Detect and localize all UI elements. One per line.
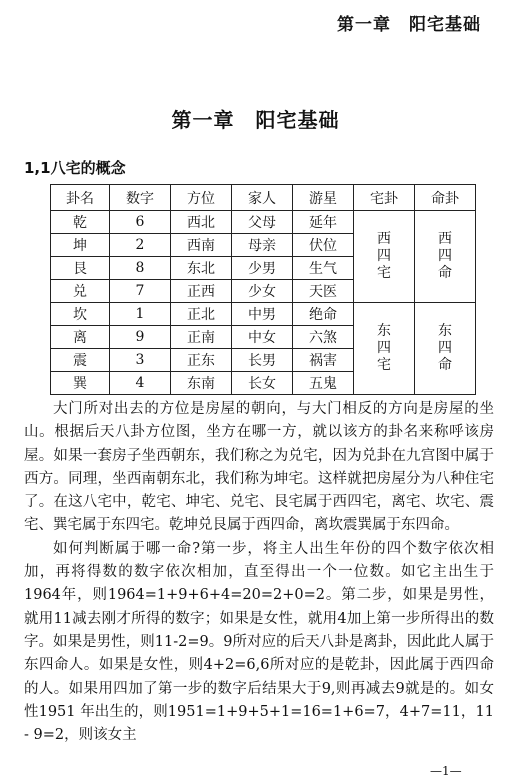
table-cell: 艮: [51, 257, 110, 280]
table-cell: 4: [110, 372, 171, 395]
table-cell-char: 宅: [377, 357, 391, 373]
body-text: [24, 398, 494, 747]
table-cell: 中男: [232, 303, 293, 326]
table-cell: 六煞: [293, 326, 354, 349]
table-cell: 震: [51, 349, 110, 372]
table-cell: 离: [51, 326, 110, 349]
table-cell: 长女: [232, 372, 293, 395]
table-cell-char: 四: [377, 248, 391, 264]
header-cell: 游星: [293, 185, 354, 211]
table-cell: 正北: [171, 303, 232, 326]
table-cell: 少男: [232, 257, 293, 280]
west-ming-cell: [415, 211, 476, 303]
paragraph: 如何判断属于哪一命?第一步，将主人出生年份的四个数字依次相加，再将得数的数字依次相加，直至得出一个一位数。如它主出生于1964年，则1964=1+9+6+4=20=2+0=2。第二步，如果是男性，就用11减去刚才所得的数字；如果是女性，就用4加上第一步所得出的数字。如果是男性，则11-2=9。9所对应的后天八卦是离卦，因此此人属于东四命人。如果是女性，则4+2=6,6所对应的是乾卦，因此属于西四命的人。如果用四加了第一步的数字后结果大于9,则再减去9就是的。如女性1951 年出生的，则1951=1+9+5+1=16=1+6=7，4+7=11，11 - 9=2，则该女主: [24, 540, 494, 744]
west-zhai-cell: [354, 211, 415, 303]
table-row: [51, 303, 476, 326]
table-cell: 坎: [51, 303, 110, 326]
table-cell: 正南: [171, 326, 232, 349]
header-cell: 家人: [232, 185, 293, 211]
table-cell: 天医: [293, 280, 354, 303]
table-cell: 8: [110, 257, 171, 280]
table-cell: 绝命: [293, 303, 354, 326]
table-cell: 东南: [171, 372, 232, 395]
header-cell: 宅卦: [354, 185, 415, 211]
table-cell-char: 四: [438, 248, 452, 264]
table-cell: 延年: [293, 211, 354, 234]
table-cell: 母亲: [232, 234, 293, 257]
table-cell: 五鬼: [293, 372, 354, 395]
header-cell: 数字: [110, 185, 171, 211]
east-ming-cell: [415, 303, 476, 395]
table-cell: 7: [110, 280, 171, 303]
table-cell: 西北: [171, 211, 232, 234]
table-cell: 少女: [232, 280, 293, 303]
table-cell: 巽: [51, 372, 110, 395]
table-cell-char: 宅: [377, 265, 391, 281]
table-cell: 正东: [171, 349, 232, 372]
table-cell: 长男: [232, 349, 293, 372]
bazhai-table: [50, 184, 476, 395]
table-cell: 正西: [171, 280, 232, 303]
table-cell: 东北: [171, 257, 232, 280]
header-cell: 卦名: [51, 185, 110, 211]
table-cell-char: 西: [438, 231, 452, 247]
header-cell: 方位: [171, 185, 232, 211]
page-number: —1—: [430, 764, 462, 778]
table-cell: 西南: [171, 234, 232, 257]
table-cell: 伏位: [293, 234, 354, 257]
header-cell: 命卦: [415, 185, 476, 211]
paragraph: 大门所对出去的方位是房屋的朝向，与大门相反的方向是房屋的坐山。根据后天八卦方位图，坐方在哪一方，就以该方的卦名来称呼该房屋。如果一套房子坐西朝东，我们称之为兑宅，因为兑卦在九宫图中属于西方。同理，坐西南朝东北，我们称为坤宅。这样就把房屋分为八种住宅了。在这八宅中，乾宅、坤宅、兑宅、艮宅属于西四宅，离宅、坎宅、震宅、巽宅属于东四宅。乾坤兑艮属于西四命，离坎震巽属于东四命。: [24, 401, 494, 534]
table-cell: 祸害: [293, 349, 354, 372]
table-cell: 1: [110, 303, 171, 326]
table-cell: 乾: [51, 211, 110, 234]
section-title: 1,1八宅的概念: [24, 159, 126, 177]
table-cell: 生气: [293, 257, 354, 280]
table-cell: 9: [110, 326, 171, 349]
table-row: [51, 211, 476, 234]
table-cell: 2: [110, 234, 171, 257]
table-header-row: [51, 185, 476, 211]
table-cell: 父母: [232, 211, 293, 234]
table-cell-char: 西: [377, 231, 391, 247]
table-cell: 坤: [51, 234, 110, 257]
table-cell-char: 东: [438, 323, 452, 339]
table-cell-char: 命: [438, 357, 452, 373]
table-cell: 中女: [232, 326, 293, 349]
table-cell-char: 命: [438, 265, 452, 281]
east-zhai-cell: [354, 303, 415, 395]
table-cell: 兑: [51, 280, 110, 303]
table-cell-char: 四: [377, 340, 391, 356]
table-cell-char: 四: [438, 340, 452, 356]
table-cell: 6: [110, 211, 171, 234]
running-header: 第一章 阳宅基础: [337, 15, 481, 35]
chapter-title: 第一章 阳宅基础: [171, 108, 340, 132]
table-cell: 3: [110, 349, 171, 372]
table-cell-char: 东: [377, 323, 391, 339]
